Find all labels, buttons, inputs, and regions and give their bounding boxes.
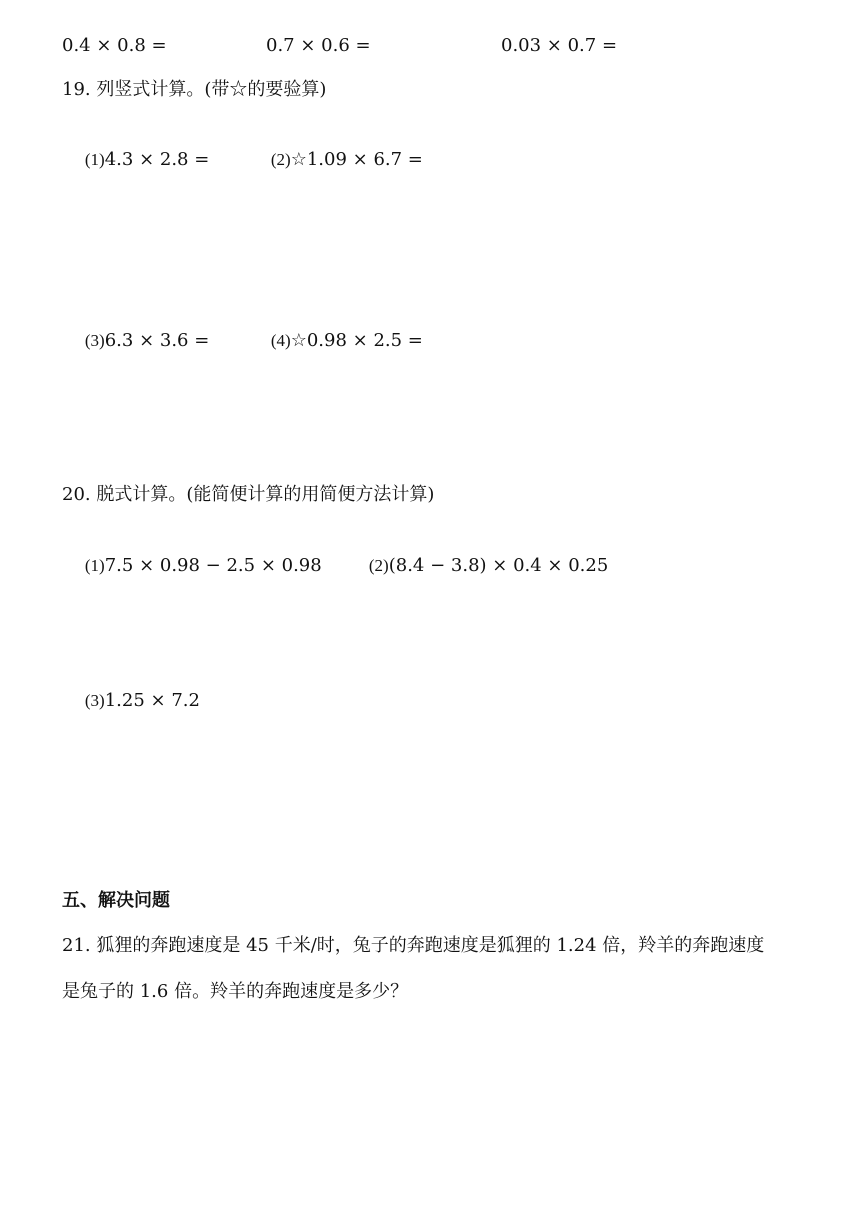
q19-item-2	[248, 124, 423, 196]
question-20-title: 20. 脱式计算。(能简便计算的用简便方法计算)	[62, 484, 435, 505]
q19-item-4	[248, 305, 423, 377]
item-expression: ☆1.09 × 6.7 =	[290, 149, 423, 170]
q19-item-3	[62, 305, 209, 377]
item-label: (3)	[84, 331, 105, 350]
item-expression: 4.3 × 2.8 =	[104, 149, 210, 170]
section-heading: 五、解决问题	[62, 890, 170, 911]
question-21-line-1: 21. 狐狸的奔跑速度是 45 千米/时，兔子的奔跑速度是狐狸的 1.24 倍，羚羊的奔跑速度	[62, 935, 765, 956]
item-expression: 6.3 × 3.6 =	[104, 330, 210, 351]
item-label: (3)	[84, 691, 105, 710]
item-label: (2)	[270, 150, 291, 169]
item-label: (1)	[84, 150, 105, 169]
calc-item: 0.7 × 0.6 =	[266, 35, 371, 56]
question-21-line-2: 是兔子的 1.6 倍。羚羊的奔跑速度是多少？	[62, 981, 409, 1002]
q19-item-1	[62, 124, 209, 196]
item-expression: (8.4 − 3.8) × 0.4 × 0.25	[388, 555, 609, 576]
calc-item: 0.03 × 0.7 =	[501, 35, 618, 56]
item-label: (1)	[84, 556, 105, 575]
q20-item-1	[62, 530, 322, 602]
q20-item-3	[62, 665, 200, 737]
item-label: (4)	[270, 331, 291, 350]
item-expression: 7.5 × 0.98 − 2.5 × 0.98	[104, 555, 322, 576]
calc-item: 0.4 × 0.8 =	[62, 35, 167, 56]
question-19-title: 19. 列竖式计算。(带☆的要验算)	[62, 79, 327, 100]
q20-item-2	[346, 530, 608, 602]
item-expression: 1.25 × 7.2	[104, 690, 200, 711]
item-expression: ☆0.98 × 2.5 =	[290, 330, 423, 351]
item-label: (2)	[368, 556, 389, 575]
